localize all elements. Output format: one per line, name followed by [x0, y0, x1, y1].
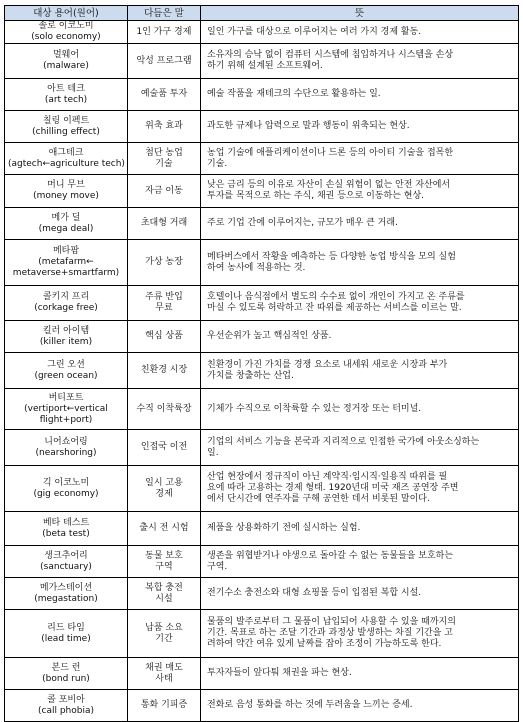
- table-row: [5, 389, 519, 430]
- table-row: [5, 546, 519, 578]
- term-line: (call phobia): [38, 705, 94, 716]
- alternative-cell: [128, 353, 201, 389]
- term-line: (corkage free): [34, 303, 98, 313]
- alternative-cell: [128, 610, 201, 658]
- alternative-cell: [128, 430, 201, 466]
- term-line: (nearshoring): [35, 447, 97, 458]
- term-line: 그린 오션: [47, 359, 85, 370]
- meaning-cell: [201, 389, 519, 430]
- term-line: flight+port): [39, 414, 93, 425]
- term-cell: [5, 111, 128, 143]
- table-row: [5, 143, 519, 175]
- term-cell: [5, 512, 128, 546]
- meaning-line: 투자를 목적으로 하는 주식, 채권 등으로 이동하는 현상.: [207, 191, 425, 201]
- alternative-line: 핵심 상품: [145, 331, 183, 341]
- term-line: 버티포트: [48, 392, 84, 403]
- meaning-cell: [201, 430, 519, 466]
- table-body: [5, 21, 519, 722]
- term-cell: [5, 240, 128, 286]
- meaning-cell: [201, 658, 519, 690]
- term-line: 솔로 이코노미: [38, 21, 94, 31]
- alternative-line: 무료: [155, 303, 173, 313]
- alternative-cell: [128, 512, 201, 546]
- meaning-cell: [201, 286, 519, 321]
- alternative-line: 주류 반입: [145, 292, 183, 302]
- meaning-line: 요에 따라 고용하는 경제 형태. 1920년대 미국 재즈 공연장 주변: [207, 483, 459, 493]
- term-line: (art tech): [44, 94, 88, 105]
- alternative-cell: [128, 286, 201, 321]
- header-meaning: 뜻: [201, 6, 519, 21]
- term-cell: [5, 79, 128, 111]
- meaning-line: 물품의 발주로부터 그 물품이 납입되어 사용할 수 있을 때까지의: [207, 617, 456, 627]
- alternative-line: 친환경 시장: [140, 365, 188, 375]
- term-line: 메가스테이션: [39, 582, 93, 593]
- meaning-line: 려하여 약간 여유 있게 날짜를 잡아 조정이 가능하도록 한다.: [207, 639, 442, 649]
- meaning-line: 일.: [207, 447, 219, 458]
- meaning-line: 투자자들이 앞다퉈 채권을 파는 현상.: [207, 668, 352, 678]
- term-cell: [5, 321, 128, 353]
- term-line: (vertiport←vertical: [24, 403, 108, 414]
- meaning-line: 전화로 음성 통화를 하는 것에 두려움을 느끼는 증세.: [207, 700, 413, 710]
- meaning-line: 소유자의 승낙 없이 컴퓨터 시스템에 침입하거나 시스템을 손상: [207, 50, 454, 60]
- table-row: [5, 610, 519, 658]
- meaning-cell: [201, 512, 519, 546]
- alternative-line: 기술: [155, 158, 173, 169]
- term-line: 생크추어리: [44, 550, 88, 561]
- meaning-cell: [201, 240, 519, 286]
- term-line: (sanctuary): [40, 561, 92, 572]
- alternative-cell: [128, 466, 201, 512]
- term-line: (killer item): [39, 336, 93, 347]
- alternative-line: 자금 이동: [145, 185, 183, 196]
- meaning-cell: [201, 44, 519, 79]
- meaning-line: 농업 기술에 애플리케이션이나 드론 등의 아이티 기술을 접목한: [207, 147, 454, 158]
- table-row: [5, 44, 519, 79]
- meaning-cell: [201, 143, 519, 175]
- alternative-line: 시설: [155, 593, 173, 604]
- term-cell: [5, 286, 128, 321]
- term-line: metaverse+smartfarm): [12, 268, 120, 278]
- table-row: [5, 286, 519, 321]
- table-row: [5, 175, 519, 208]
- term-line: 콜 포비아: [47, 694, 85, 705]
- alternative-line: 출시 전 시험: [139, 523, 189, 533]
- header-alternative: 다듬은 말: [128, 6, 201, 21]
- term-line: (metafarm←: [38, 257, 94, 267]
- term-line: (mega deal): [38, 223, 94, 234]
- meaning-line: 생존을 위협받거나 야생으로 돌아갈 수 없는 동물들을 보호하는: [207, 550, 454, 561]
- meaning-cell: [201, 79, 519, 111]
- meaning-line: 기체가 수직으로 이착륙할 수 있는 정거장 또는 터미널.: [207, 403, 422, 414]
- meaning-line: 가치를 창출하는 산업.: [207, 370, 294, 381]
- table-row: [5, 512, 519, 546]
- meaning-line: 주로 기업 간에 이루어지는, 규모가 매우 큰 거래.: [207, 218, 398, 228]
- alternative-line: 복합 충전: [145, 582, 183, 593]
- term-cell: [5, 208, 128, 240]
- table-row: [5, 21, 519, 44]
- alternative-line: 위축 효과: [145, 121, 183, 131]
- meaning-cell: [201, 466, 519, 512]
- term-cell: [5, 430, 128, 466]
- term-line: (chilling effect): [32, 126, 100, 137]
- table-row: [5, 321, 519, 353]
- meaning-line: 예술 작품을 재테크의 수단으로 활용하는 일.: [207, 89, 381, 99]
- term-line: 콜키지 프리: [42, 292, 90, 302]
- meaning-cell: [201, 175, 519, 208]
- meaning-line: 기업의 서비스 기능을 본국과 지리적으로 인접한 국가에 아웃소싱하는: [207, 436, 480, 447]
- alternative-line: 사태: [155, 673, 173, 684]
- alternative-cell: [128, 143, 201, 175]
- table-row: [5, 111, 519, 143]
- meaning-cell: [201, 353, 519, 389]
- term-cell: [5, 578, 128, 610]
- meaning-line: 전기수소 충전소와 대형 쇼핑몰 등이 입점된 복합 시설.: [207, 588, 422, 598]
- alternative-line: 일시 고용: [145, 477, 183, 488]
- alternative-line: 예술품 투자: [140, 89, 188, 99]
- alternative-line: 납품 소요: [145, 622, 183, 633]
- meaning-line: 에서 단시간에 연주자를 구해 공연한 데서 비롯된 말이다.: [207, 494, 430, 504]
- alternative-cell: [128, 546, 201, 578]
- term-line: 애그테크: [48, 147, 84, 158]
- term-line: (solo economy): [31, 32, 101, 42]
- term-line: (megastation): [34, 593, 98, 604]
- term-cell: [5, 658, 128, 690]
- alternative-line: 기간: [155, 633, 173, 644]
- alternative-line: 악성 프로그램: [136, 55, 192, 66]
- term-line: 킬러 아이템: [42, 325, 90, 336]
- term-cell: [5, 44, 128, 79]
- alternative-line: 동물 보호: [145, 550, 183, 561]
- meaning-cell: [201, 208, 519, 240]
- term-cell: [5, 466, 128, 512]
- meaning-line: 구역.: [207, 561, 228, 572]
- term-line: (beta test): [42, 528, 90, 539]
- term-line: (malware): [43, 61, 89, 71]
- alternative-cell: [128, 240, 201, 286]
- term-line: 베타 테스트: [42, 517, 90, 528]
- table-row: [5, 79, 519, 111]
- alternative-line: 첨단 농업: [145, 147, 183, 158]
- table-row: [5, 353, 519, 389]
- alternative-cell: [128, 321, 201, 353]
- alternative-line: 수직 이착륙장: [136, 403, 192, 414]
- alternative-cell: [128, 578, 201, 610]
- meaning-cell: [201, 321, 519, 353]
- term-line: 메가 딜: [51, 212, 81, 223]
- table-row: [5, 466, 519, 512]
- alternative-cell: [128, 389, 201, 430]
- alternative-cell: [128, 208, 201, 240]
- term-cell: [5, 175, 128, 208]
- meaning-cell: [201, 578, 519, 610]
- alternative-cell: [128, 658, 201, 690]
- meaning-line: 제품을 상용화하기 전에 실시하는 실험.: [207, 523, 361, 533]
- meaning-cell: [201, 690, 519, 722]
- meaning-line: 하기 위해 설계된 소프트웨어.: [207, 61, 323, 71]
- header-term: 대상 용어(원어): [5, 6, 128, 21]
- term-line: (money move): [33, 191, 99, 201]
- term-line: 본드 런: [51, 662, 81, 673]
- table-row: [5, 658, 519, 690]
- term-line: (green ocean): [34, 370, 98, 381]
- term-cell: [5, 389, 128, 430]
- alternative-line: 가상 농장: [145, 257, 183, 267]
- meaning-line: 하여 농사에 적용하는 것.: [207, 262, 306, 273]
- term-line: 니어쇼어링: [44, 436, 88, 447]
- meaning-cell: [201, 610, 519, 658]
- alternative-cell: [128, 690, 201, 722]
- table-row: [5, 240, 519, 286]
- term-line: (gig economy): [33, 488, 99, 499]
- alternative-cell: [128, 21, 201, 44]
- alternative-line: 통화 기피증: [140, 700, 188, 710]
- alternative-cell: [128, 175, 201, 208]
- alternative-line: 채권 매도: [145, 662, 183, 673]
- terms-table: [4, 5, 519, 722]
- term-cell: [5, 353, 128, 389]
- term-cell: [5, 143, 128, 175]
- table-row: [5, 208, 519, 240]
- alternative-line: 인접국 이전: [140, 442, 188, 452]
- term-line: 긱 이코노미: [42, 477, 90, 488]
- alternative-line: 구역: [155, 561, 173, 572]
- term-line: 아트 테크: [47, 83, 85, 94]
- table-row: [5, 578, 519, 610]
- meaning-line: 친환경이 가진 가치를 경쟁 요소로 내세워 새로운 시장과 부가: [207, 359, 448, 370]
- term-cell: [5, 690, 128, 722]
- term-line: 머니 무브: [47, 180, 85, 190]
- alternative-line: 초대형 거래: [140, 218, 188, 228]
- meaning-line: 호텔이나 음식점에서 별도의 수수료 없이 개인이 가지고 온 주류를: [207, 292, 465, 302]
- meaning-line: 산업 현장에서 정규직이 아닌 계약직·임시직·일용직 따위를 필: [207, 472, 448, 482]
- meaning-line: 기술.: [207, 158, 228, 169]
- alternative-line: 경제: [155, 488, 173, 499]
- meaning-cell: [201, 21, 519, 44]
- term-line: (bond run): [42, 673, 90, 684]
- meaning-line: 마실 수 있도록 허락하고 잔 따위를 제공하는 서비스를 이르는 말.: [207, 303, 462, 313]
- term-line: 멀웨어: [52, 50, 80, 60]
- table-row: [5, 690, 519, 722]
- meaning-line: 낮은 금리 등의 이유로 자산이 손실 위험이 없는 안전 자산에서: [207, 180, 451, 190]
- term-cell: [5, 610, 128, 658]
- term-line: (agtech←agriculture tech): [8, 158, 125, 169]
- header-row: [5, 6, 519, 21]
- meaning-cell: [201, 111, 519, 143]
- meaning-cell: [201, 546, 519, 578]
- meaning-line: 우선순위가 높고 핵심적인 상품.: [207, 331, 332, 341]
- alternative-cell: [128, 79, 201, 111]
- term-line: 메타팜: [52, 246, 80, 256]
- table-row: [5, 430, 519, 466]
- meaning-line: 기간. 목표로 하는 조달 기간과 과정상 발생하는 차질 기간을 고: [207, 628, 453, 638]
- meaning-line: 일인 가구를 대상으로 이루어지는 여러 가지 경제 활동.: [207, 26, 422, 37]
- term-cell: [5, 21, 128, 44]
- alternative-cell: [128, 111, 201, 143]
- alternative-cell: [128, 44, 201, 79]
- meaning-line: 과도한 규제나 압력으로 말과 행동이 위축되는 현상.: [207, 121, 410, 131]
- meaning-line: 메타버스에서 작황을 예측하는 등 다양한 농업 방식을 모의 실험: [207, 251, 456, 262]
- alternative-line: 1인 가구 경제: [136, 26, 192, 37]
- term-cell: [5, 546, 128, 578]
- term-line: (lead time): [41, 633, 91, 644]
- term-line: 리드 타임: [47, 622, 85, 633]
- term-line: 칠링 이펙트: [42, 115, 90, 126]
